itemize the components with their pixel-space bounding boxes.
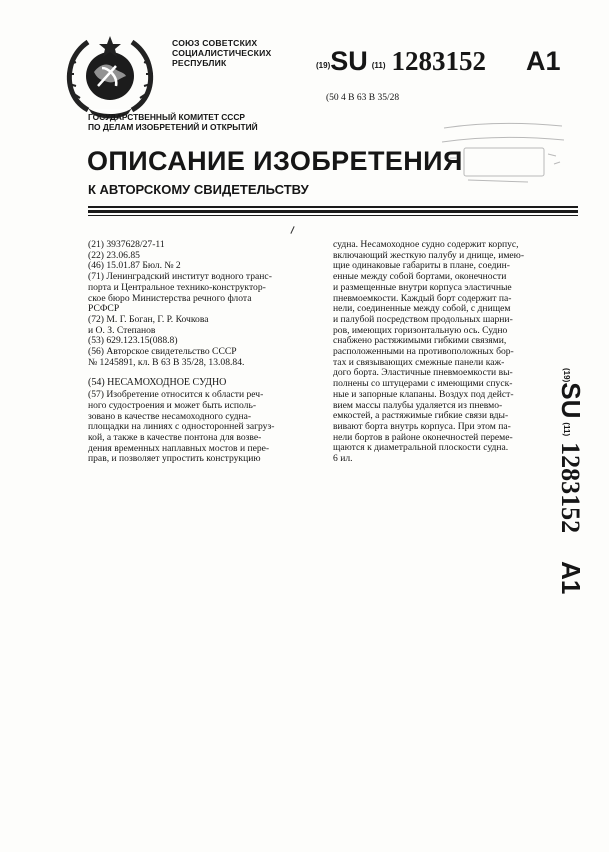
- bibliographic-data: [88, 240, 324, 465]
- org-name: [172, 38, 271, 68]
- abstract-line: нели бортов в районе оконечностей переме-: [333, 431, 513, 443]
- country-code: SU: [556, 382, 586, 419]
- abstract-line: щаются к диаметральной плоскости судна.: [333, 442, 509, 454]
- abstract-line: прав, и позволяет упростить конструкцию: [88, 453, 261, 465]
- biblio-line: (22) 23.06.85: [88, 249, 140, 261]
- biblio-line: РСФСР: [88, 303, 120, 315]
- org-line: СОЦИАЛИСТИЧЕСКИХ: [172, 48, 272, 58]
- abstract-line: и размещенные внутри корпуса эластичные: [333, 281, 512, 293]
- biblio-line: ское бюро Министерства речного флота: [88, 292, 252, 304]
- abstract-line: вивают борта внутрь корпуса. При этом па-: [333, 420, 511, 432]
- scan-mark: [290, 226, 294, 234]
- abstract-line: щие одинаковые габариты в плане, соедин-: [333, 260, 510, 272]
- biblio-line: (56) Авторское свидетельство СССР: [88, 346, 237, 358]
- abstract-right-column: [333, 240, 573, 465]
- patent-number: 1283152: [391, 46, 487, 76]
- abstract-line: 6 ил.: [333, 453, 353, 465]
- header-rule: [88, 206, 578, 208]
- patent-number-block: [316, 46, 561, 77]
- abstract-line: зовано в качестве несамоходного судна-: [88, 410, 252, 422]
- abstract-line: включающий жесткую палубу и днище, имею-: [333, 249, 525, 261]
- abstract-line: ные и запорные клапаны. Воздух под дейст-: [333, 388, 514, 400]
- abstract-line: вием массы палубы удаляется из пневмо-: [333, 399, 503, 411]
- document-title: ОПИСАНИЕ ИЗОБРЕТЕНИЯ: [87, 146, 463, 176]
- abstract-line: (57) Изобретение относится к области реч-: [88, 389, 264, 401]
- vertical-patent-number: [556, 368, 586, 678]
- abstract-line: дения временных наплавных мостов и пере-: [88, 442, 270, 454]
- abstract-line: тах и связывающих смежные панели каж-: [333, 356, 505, 368]
- abstract-line: енные между собой бортами, оконечности: [333, 271, 507, 283]
- abstract-line: нели, соединенные между собой, с днищем: [333, 303, 511, 315]
- ipc-class: (50 4 В 63 В 35/28: [326, 93, 400, 103]
- biblio-line: и О. З. Степанов: [88, 324, 156, 336]
- biblio-line: (71) Ленинградский институт водного транс-: [88, 271, 272, 283]
- invention-title: (54) НЕСАМОХОДНОЕ СУДНО: [88, 377, 227, 389]
- biblio-line: (46) 15.01.87 Бюл. № 2: [88, 260, 181, 272]
- committee-line: ПО ДЕЛАМ ИЗОБРЕТЕНИЙ И ОТКРЫТИЙ: [88, 122, 258, 132]
- kind-code: A1: [526, 46, 561, 76]
- number-prefix: (11): [371, 61, 386, 70]
- abstract-line: расположенными на противоположных бор-: [333, 346, 514, 358]
- abstract-line: ного судостроения и может быть исполь-: [88, 399, 257, 411]
- org-line: РЕСПУБЛИК: [172, 58, 227, 68]
- patent-number: 1283152: [556, 442, 585, 534]
- abstract-line: площадки на линиях с односторонней загруз-: [88, 421, 275, 433]
- abstract-line: ров, имеющих горизонтальную ось. Судно: [333, 324, 508, 336]
- kind-code: A1: [556, 561, 586, 595]
- abstract-line: пневмоемкости. Каждый борт содержит па-: [333, 292, 512, 304]
- biblio-line: № 1245891, кл. В 63 В 35/28, 13.08.84.: [88, 356, 245, 368]
- abstract-left-column: [88, 390, 324, 465]
- country-prefix: (19): [316, 61, 331, 70]
- abstract-line: дого борта. Эластичные пневмоемкости вы-: [333, 367, 513, 379]
- biblio-line: (21) 3937628/27-11: [88, 239, 165, 250]
- biblio-line: (53) 629.123.15(088.8): [88, 335, 178, 347]
- committee-line: ГОСУДАРСТВЕННЫЙ КОМИТЕТ СССР: [88, 112, 245, 122]
- committee-name: [88, 112, 258, 132]
- abstract-line: и палубой посредством продольных шарни-: [333, 313, 513, 325]
- abstract-line: снабжено растяжимыми гибкими связями,: [333, 335, 507, 347]
- header-rule: [88, 210, 578, 213]
- country-code: SU: [330, 46, 368, 76]
- org-line: СОЮЗ СОВЕТСКИХ: [172, 38, 258, 48]
- document-subtitle: К АВТОРСКОМУ СВИДЕТЕЛЬСТВУ: [88, 182, 309, 197]
- biblio-line: порта и Центральное технико-конструктор-: [88, 281, 266, 293]
- abstract-line: емкостей, а растяжимые гибкие связи вды-: [333, 410, 509, 422]
- abstract-line: полнены со штуцерами с имеющими спуск-: [333, 378, 513, 390]
- ussr-emblem-icon: [58, 28, 162, 120]
- country-prefix: (19): [562, 368, 571, 383]
- number-prefix: (11): [562, 422, 571, 437]
- biblio-line: (72) М. Г. Боган, Г. Р. Кочкова: [88, 313, 209, 325]
- abstract-line: судна. Несамоходное судно содержит корпус,: [333, 239, 519, 250]
- header-rule: [88, 215, 578, 216]
- abstract-line: кой, а также в качестве понтона для возве-: [88, 431, 262, 443]
